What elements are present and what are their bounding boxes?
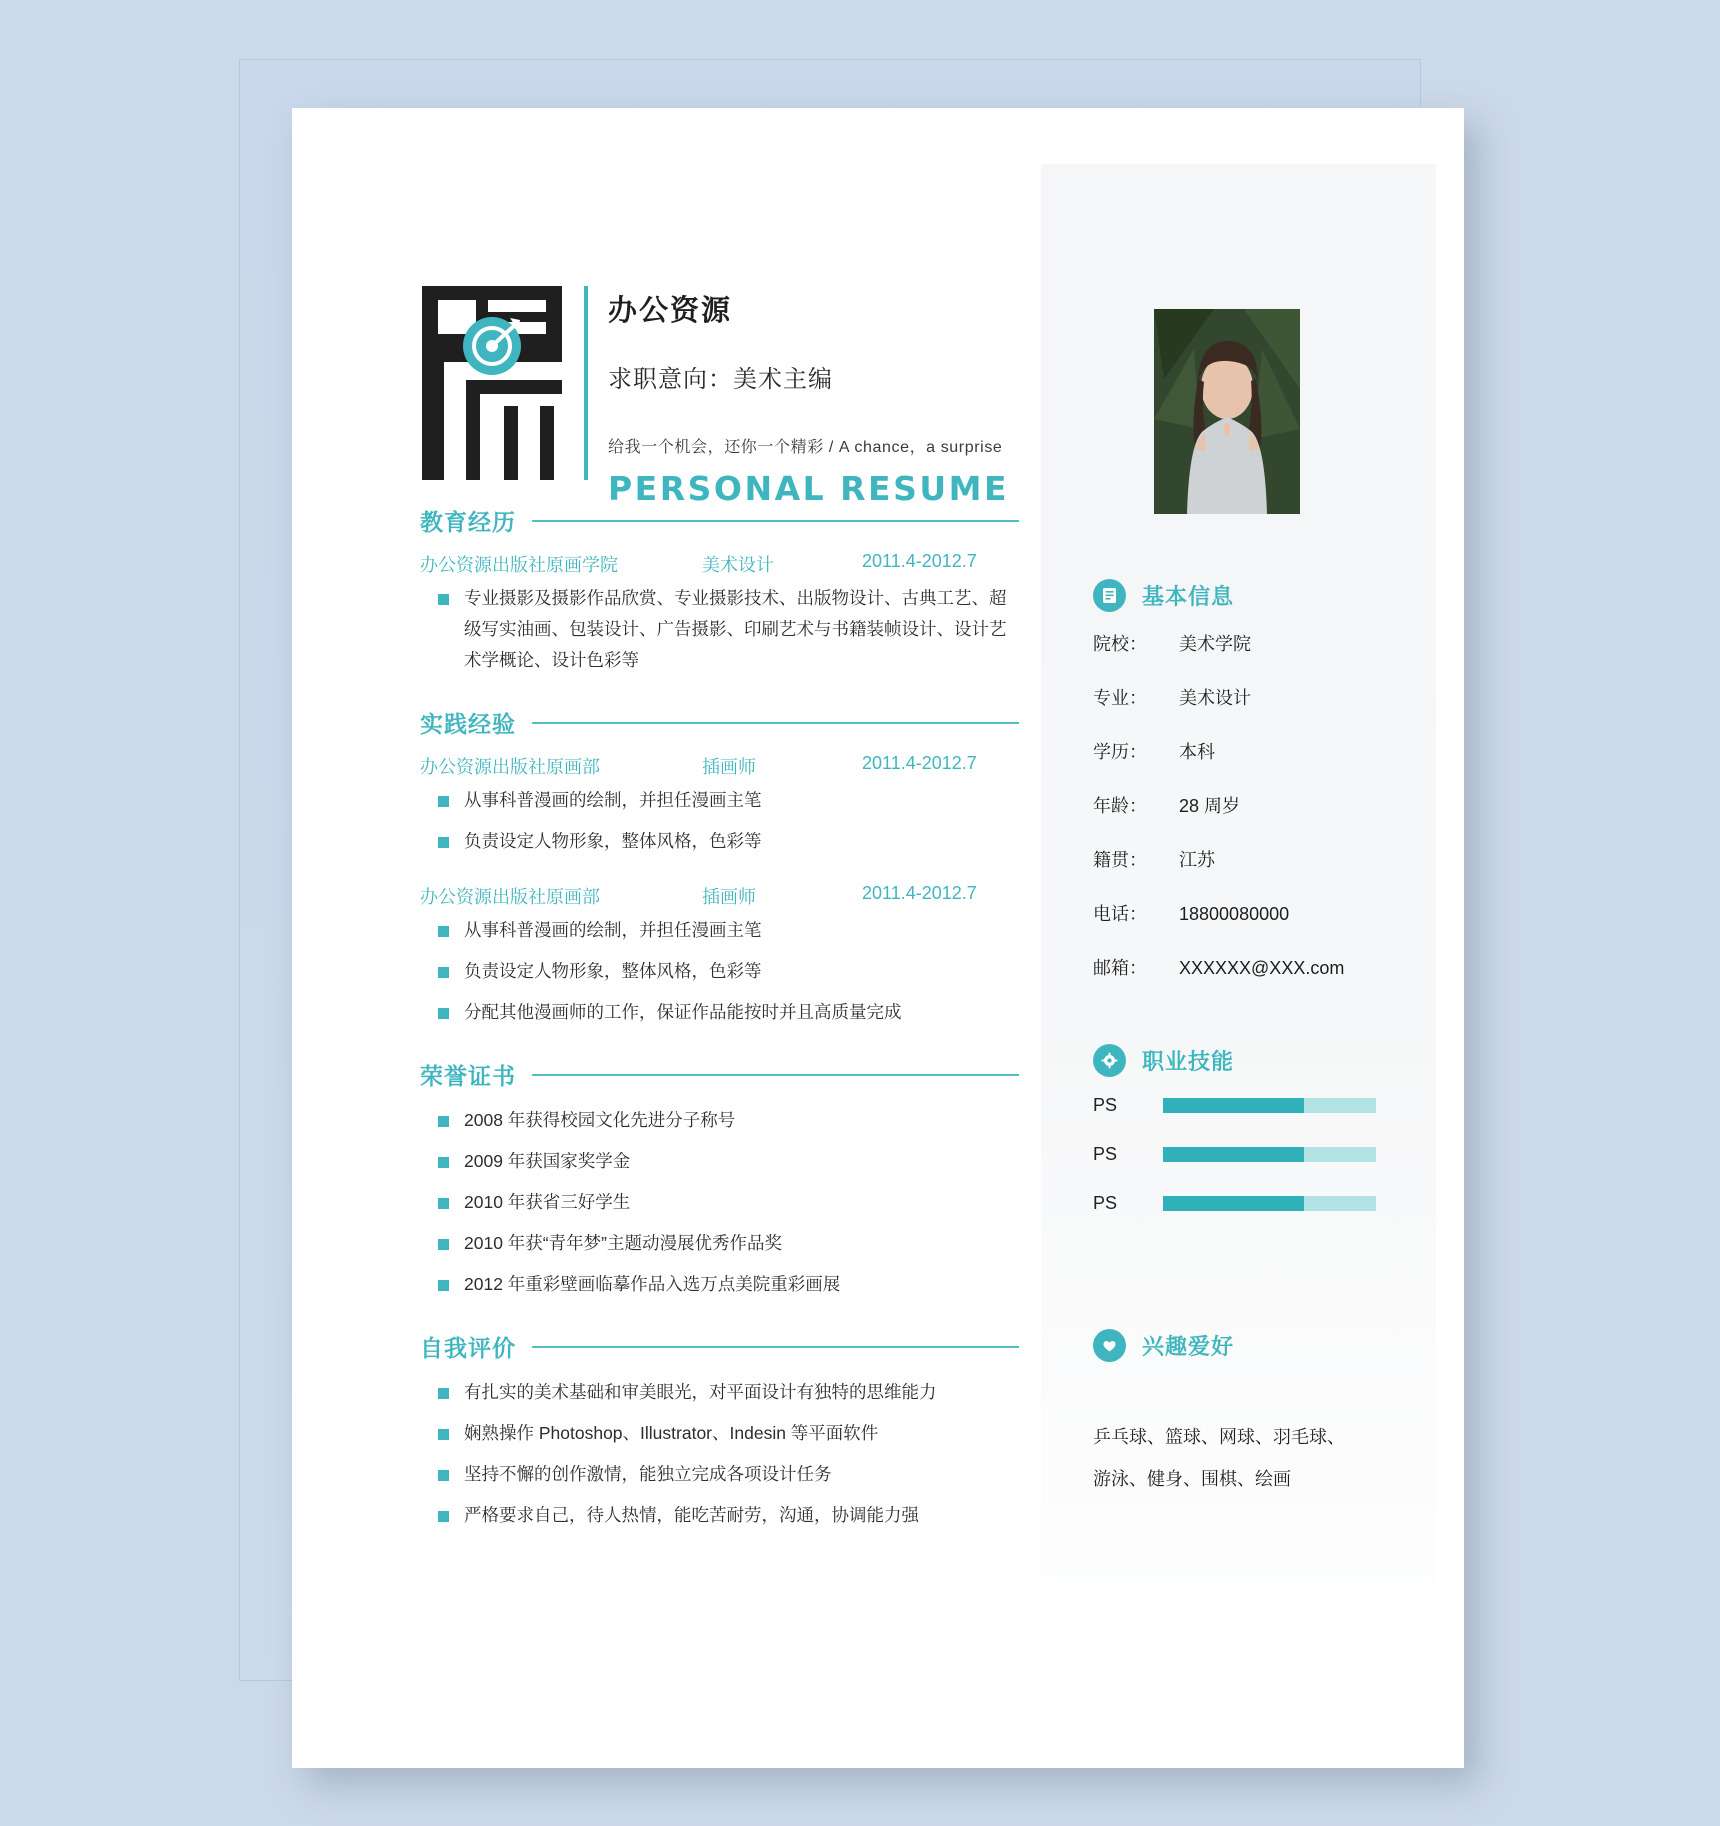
resume-content — [336, 164, 1436, 1714]
info-value: 美术学院 — [1179, 634, 1251, 654]
experience-bullets — [420, 915, 1019, 1028]
education-date: 2011.4-2012.7 — [862, 551, 977, 571]
info-value: 江苏 — [1179, 850, 1215, 870]
info-label: 籍贯： — [1093, 850, 1147, 870]
info-label: 电话： — [1093, 904, 1147, 924]
hobbies-section — [1093, 1329, 1410, 1500]
section-rule — [532, 520, 1019, 522]
resume-page — [292, 108, 1464, 1768]
list-item: 2010 年获“青年梦”主题动漫展优秀作品奖 — [420, 1228, 1019, 1259]
info-label: 院校： — [1093, 634, 1147, 654]
section-title-education: 教育经历 — [420, 509, 516, 535]
list-item: 负责设定人物形象，整体风格，色彩等 — [420, 956, 1019, 987]
info-row — [1093, 684, 1410, 710]
section-rule — [532, 722, 1019, 724]
id-card-icon — [1093, 579, 1126, 612]
info-row — [1093, 954, 1410, 980]
list-item: 从事科普漫画的绘制，并担任漫画主笔 — [420, 785, 1019, 816]
skills-title: 职业技能 — [1142, 1049, 1235, 1074]
resume-logo-icon — [420, 284, 564, 482]
education-org: 办公资源出版社原画学院 — [420, 555, 618, 575]
experience-date: 2011.4-2012.7 — [862, 753, 977, 773]
skill-row — [1093, 1095, 1410, 1116]
basic-info-section — [1093, 579, 1410, 1008]
basic-info-heading — [1093, 579, 1410, 612]
info-label: 专业： — [1093, 688, 1147, 708]
section-heading — [420, 1330, 1019, 1363]
experience-date: 2011.4-2012.7 — [862, 883, 977, 903]
self-evaluation-bullets — [420, 1377, 1019, 1531]
skill-row — [1093, 1193, 1410, 1214]
info-row — [1093, 738, 1410, 764]
skill-bar — [1163, 1098, 1376, 1113]
slogan-text: 给我一个机会，还你一个精彩 / A chance，a surprise — [608, 439, 1003, 456]
experience-bullets — [420, 785, 1019, 857]
skill-bar-fill — [1163, 1098, 1304, 1113]
experience-entry-meta — [420, 883, 1019, 909]
experience-role: 插画师 — [702, 887, 756, 907]
experience-org: 办公资源出版社原画部 — [420, 887, 600, 907]
hobbies-title: 兴趣爱好 — [1142, 1334, 1235, 1359]
skill-bar-fill — [1163, 1196, 1304, 1211]
header-text-block — [608, 288, 1009, 508]
list-item: 坚持不懈的创作激情，能独立完成各项设计任务 — [420, 1459, 1019, 1490]
info-row — [1093, 792, 1410, 818]
list-item: 2008 年获得校园文化先进分子称号 — [420, 1105, 1019, 1136]
resume-header — [336, 164, 1041, 508]
candidate-name: 办公资源 — [608, 295, 733, 327]
resume-left-column — [336, 164, 1041, 1714]
info-value: 18800080000 — [1179, 904, 1290, 924]
section-heading — [420, 504, 1019, 537]
section-title-self-evaluation: 自我评价 — [420, 1335, 516, 1361]
list-item: 分配其他漫画师的工作，保证作品能按时并且高质量完成 — [420, 997, 1019, 1028]
section-education — [420, 504, 1019, 676]
resume-title-en: PERSONAL RESUME — [608, 469, 1010, 508]
hobby-line: 乒乓球、篮球、网球、羽毛球、 — [1093, 1427, 1345, 1447]
info-value: 28 周岁 — [1179, 796, 1241, 816]
education-entry-meta — [420, 551, 1019, 577]
section-experience — [420, 706, 1019, 1028]
info-value: 本科 — [1179, 742, 1215, 762]
skill-name: PS — [1093, 1144, 1118, 1164]
experience-org: 办公资源出版社原画部 — [420, 757, 600, 777]
info-value: XXXXXX@XXX.com — [1179, 958, 1345, 978]
section-rule — [532, 1346, 1019, 1348]
info-label: 年龄： — [1093, 796, 1147, 816]
list-item: 从事科普漫画的绘制，并担任漫画主笔 — [420, 915, 1019, 946]
section-self-evaluation — [420, 1330, 1019, 1531]
skill-bar-fill — [1163, 1147, 1304, 1162]
header-accent-divider — [584, 286, 588, 480]
list-item: 负责设定人物形象，整体风格，色彩等 — [420, 826, 1019, 857]
list-item: 有扎实的美术基础和审美眼光，对平面设计有独特的思维能力 — [420, 1377, 1019, 1408]
hobbies-heading — [1093, 1329, 1410, 1362]
education-major: 美术设计 — [702, 555, 774, 575]
list-item: 2010 年获省三好学生 — [420, 1187, 1019, 1218]
section-heading — [420, 706, 1019, 739]
experience-entry-meta — [420, 753, 1019, 779]
info-label: 学历： — [1093, 742, 1147, 762]
list-item: 娴熟操作 Photoshop、Illustrator、Indesin 等平面软件 — [420, 1418, 1019, 1449]
section-honors — [420, 1058, 1019, 1300]
gear-icon — [1093, 1044, 1126, 1077]
skills-section — [1093, 1044, 1410, 1242]
basic-info-title: 基本信息 — [1142, 584, 1235, 609]
honors-bullets — [420, 1105, 1019, 1300]
experience-role: 插画师 — [702, 757, 756, 777]
profile-photo — [1154, 309, 1300, 514]
list-item: 2009 年获国家奖学金 — [420, 1146, 1019, 1177]
list-item: 2012 年重彩壁画临摹作品入选万点美院重彩画展 — [420, 1269, 1019, 1300]
list-item: 严格要求自己，待人热情，能吃苦耐劳，沟通，协调能力强 — [420, 1500, 1019, 1531]
section-heading — [420, 1058, 1019, 1091]
section-rule — [532, 1074, 1019, 1076]
info-label: 邮箱： — [1093, 958, 1147, 978]
job-intent: 求职意向：美术主编 — [608, 366, 833, 393]
info-row — [1093, 630, 1410, 656]
skill-name: PS — [1093, 1193, 1118, 1213]
section-title-honors: 荣誉证书 — [420, 1063, 516, 1089]
resume-right-column — [1041, 164, 1436, 1714]
skills-heading — [1093, 1044, 1410, 1077]
section-title-experience: 实践经验 — [420, 711, 516, 737]
info-row — [1093, 900, 1410, 926]
info-value: 美术设计 — [1179, 688, 1251, 708]
hobby-line: 游泳、健身、围棋、绘画 — [1093, 1469, 1291, 1489]
skill-bar — [1163, 1147, 1376, 1162]
skill-name: PS — [1093, 1095, 1118, 1115]
education-courses: 专业摄影及摄影作品欣赏、专业摄影技术、出版物设计、古典工艺、超级写实油画、包装设计、广告摄影、印刷艺术与书籍装帧设计、设计艺术学概论、设计色彩等 — [420, 583, 1019, 676]
skill-bar — [1163, 1196, 1376, 1211]
info-row — [1093, 846, 1410, 872]
heart-icon — [1093, 1329, 1126, 1362]
skill-row — [1093, 1144, 1410, 1165]
